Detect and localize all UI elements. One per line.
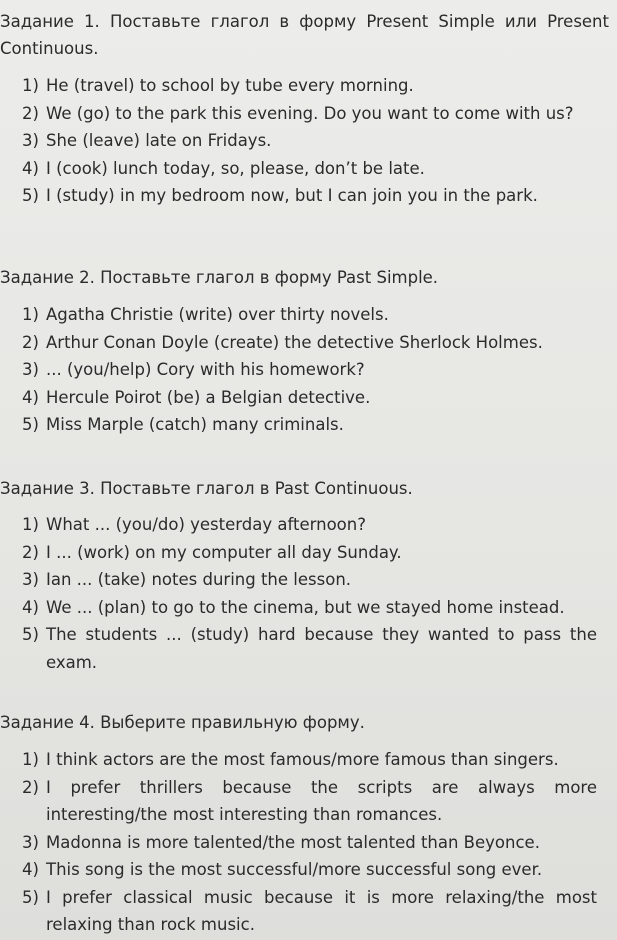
item-number: 3) (22, 832, 39, 852)
task-2-title: Задание 2. Поставьте глагол в форму Past Simple. (0, 268, 439, 287)
task-3-title: Задание 3. Поставьте глагол в Past Continuous. (0, 479, 413, 498)
list-item (0, 829, 617, 857)
item-number: 4) (22, 387, 39, 407)
item-number: 1) (22, 750, 39, 769)
item-number: 5) (22, 625, 39, 644)
list-item (0, 100, 617, 128)
task-3-list (0, 511, 617, 676)
item-number: 5) (22, 887, 39, 907)
item-number: 4) (22, 860, 39, 879)
item-text: I (study) in my bedroom now, but I can join you in the park. (46, 186, 538, 205)
list-item (0, 329, 617, 357)
item-number: 3) (22, 360, 39, 379)
list-item (0, 774, 617, 829)
list-item (0, 511, 617, 539)
item-text: ... (you/help) Cory with his homework? (46, 360, 365, 379)
list-item (0, 539, 617, 567)
item-text: Arthur Conan Doyle (create) the detective Sherlock Holmes. (46, 332, 543, 352)
list-item (0, 856, 617, 884)
task-1-title: Задание 1. Поставьте глагол в форму Present Simple или Present Continuous. (0, 12, 609, 58)
list-item (0, 884, 617, 939)
item-text: What ... (you/do) yesterday afternoon? (46, 515, 366, 534)
task-2-list (0, 301, 617, 439)
task-4-list (0, 746, 617, 939)
list-item (0, 594, 617, 622)
item-text: I prefer thrillers because the scripts are always more interesting/the most interesting than romances. (46, 777, 597, 824)
item-number: 5) (22, 186, 39, 205)
task-4 (0, 709, 617, 939)
item-number: 2) (22, 103, 39, 123)
list-item (0, 155, 617, 183)
item-text: Agatha Christie (write) over thirty novels. (46, 305, 389, 324)
item-number: 3) (22, 131, 39, 150)
item-text: I (cook) lunch today, so, please, don’t be late. (46, 158, 425, 178)
item-text: He (travel) to school by tube every morning. (46, 76, 414, 95)
task-1-list (0, 72, 617, 210)
item-number: 4) (22, 597, 39, 617)
list-item (0, 746, 617, 774)
task-3 (0, 475, 617, 676)
task-2 (0, 264, 617, 439)
task-1 (0, 8, 617, 210)
list-item (0, 384, 617, 412)
item-text: Ian ... (take) notes during the lesson. (46, 570, 352, 589)
list-item (0, 72, 617, 100)
item-text: The students ... (study) hard because they wanted to pass the exam. (46, 625, 597, 672)
list-item (0, 356, 617, 384)
list-item (0, 566, 617, 594)
item-number: 2) (22, 542, 39, 562)
item-number: 5) (22, 415, 39, 434)
item-text: We (go) to the park this evening. Do you want to come with us? (46, 103, 574, 123)
item-number: 2) (22, 777, 39, 797)
item-text: Hercule Poirot (be) a Belgian detective. (46, 387, 371, 407)
item-number: 3) (22, 570, 39, 589)
item-number: 1) (22, 76, 39, 95)
item-number: 2) (22, 332, 39, 352)
item-text: We ... (plan) to go to the cinema, but we stayed home instead. (46, 597, 565, 617)
list-item (0, 621, 617, 676)
task-4-title: Задание 4. Выберите правильную форму. (0, 713, 365, 732)
item-text: Madonna is more talented/the most talented than Beyonce. (46, 832, 540, 852)
list-item (0, 127, 617, 155)
item-text: This song is the most successful/more successful song ever. (46, 860, 543, 879)
item-text: Miss Marple (catch) many criminals. (46, 415, 344, 434)
list-item (0, 182, 617, 210)
item-text: I prefer classical music because it is more relaxing/the most relaxing than rock music. (46, 887, 597, 934)
item-number: 1) (22, 515, 39, 534)
list-item (0, 301, 617, 329)
item-number: 4) (22, 158, 39, 178)
item-text: I think actors are the most famous/more famous than singers. (46, 750, 559, 769)
item-text: She (leave) late on Fridays. (46, 131, 272, 150)
list-item (0, 411, 617, 439)
item-number: 1) (22, 305, 39, 324)
item-text: I ... (work) on my computer all day Sunday. (46, 542, 402, 562)
